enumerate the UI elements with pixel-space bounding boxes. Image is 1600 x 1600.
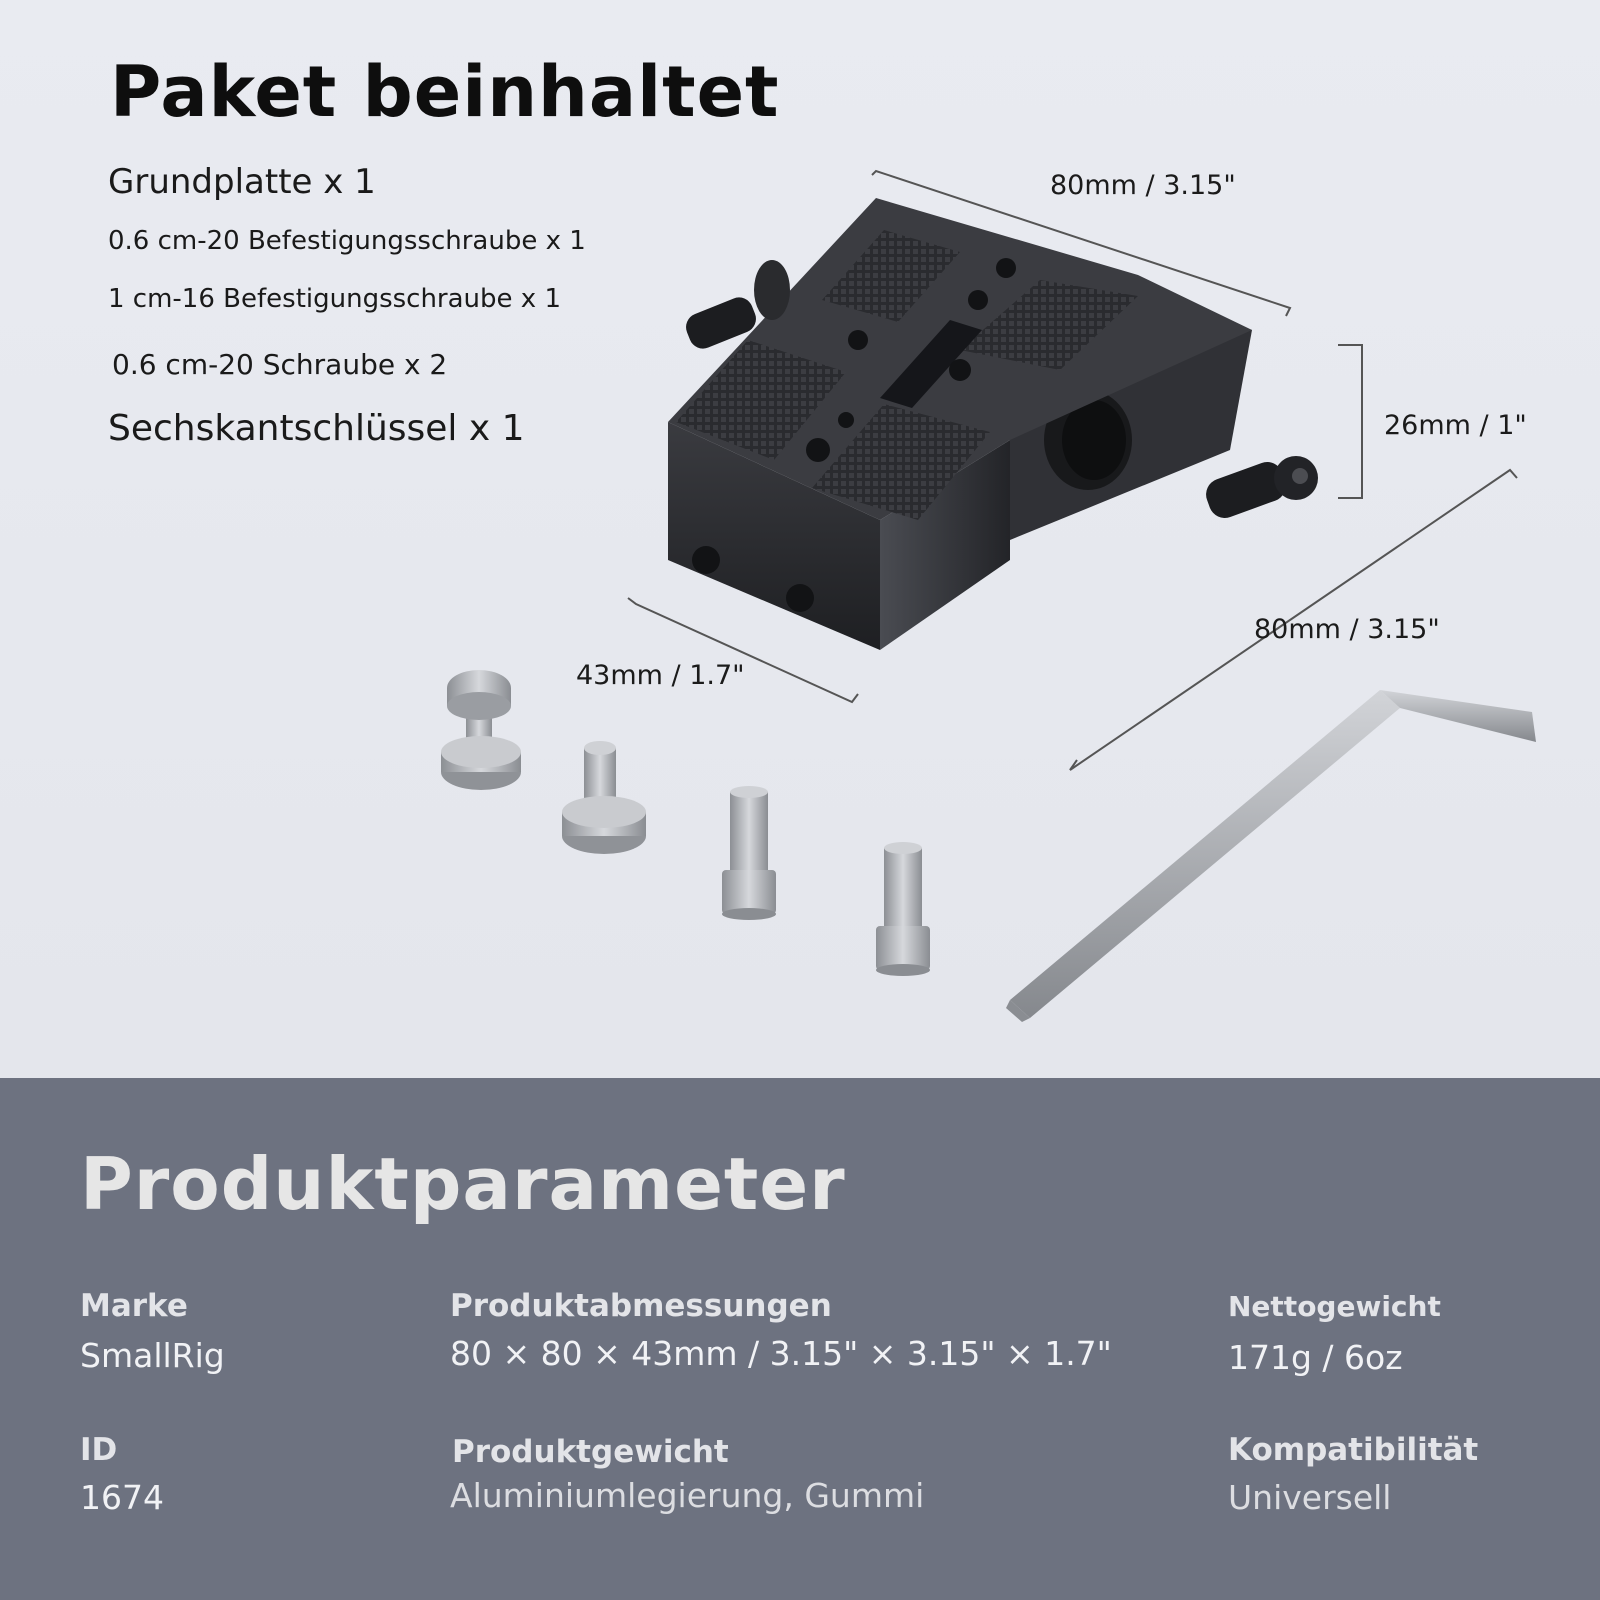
compatibility-label: Kompatibilität	[1228, 1432, 1479, 1468]
product-weight-label: Produktgewicht	[452, 1434, 729, 1470]
dimensions-value: 80 × 80 × 43mm / 3.15" × 3.15" × 1.7"	[450, 1334, 1112, 1373]
screw-illustration-1	[722, 786, 776, 920]
dimension-line-right	[1338, 345, 1362, 498]
package-title: Paket beinhaltet	[110, 51, 780, 133]
dimension-depth-label: 80mm / 3.15"	[1254, 614, 1440, 645]
dimension-width-label: 80mm / 3.15"	[1050, 170, 1236, 201]
package-item-mounting-screw-large: 1 cm-16 Befestigungsschraube x 1	[108, 284, 561, 314]
base-plate-illustration	[668, 198, 1318, 650]
parameters-title: Produktparameter	[80, 1142, 846, 1226]
net-weight-value: 171g / 6oz	[1228, 1338, 1403, 1377]
compatibility-value: Universell	[1228, 1478, 1392, 1517]
brand-label: Marke	[80, 1288, 188, 1324]
net-weight-label: Nettogewicht	[1228, 1290, 1441, 1323]
dimensions-label: Produktabmessungen	[450, 1288, 832, 1324]
screw-illustration-2	[876, 842, 930, 976]
id-value: 1674	[80, 1478, 164, 1517]
package-item-base-plate: Grundplatte x 1	[108, 162, 376, 202]
dimension-rod-height-label: 26mm / 1"	[1384, 410, 1527, 441]
brand-value: SmallRig	[80, 1336, 225, 1375]
hex-key-illustration	[1006, 690, 1536, 1022]
dimension-height-label: 43mm / 1.7"	[576, 660, 745, 691]
mounting-screw-large-illustration	[562, 741, 646, 854]
product-weight-value: Aluminiumlegierung, Gummi	[450, 1476, 925, 1515]
package-item-hex-key: Sechskantschlüssel x 1	[108, 408, 525, 449]
package-item-mounting-screw-small: 0.6 cm-20 Befestigungsschraube x 1	[108, 226, 586, 256]
product-parameters-section	[0, 1078, 1600, 1600]
package-item-screws: 0.6 cm-20 Schraube x 2	[112, 348, 448, 381]
id-label: ID	[80, 1432, 118, 1468]
screws-illustration	[441, 670, 930, 976]
mounting-screw-small-illustration	[441, 670, 521, 790]
